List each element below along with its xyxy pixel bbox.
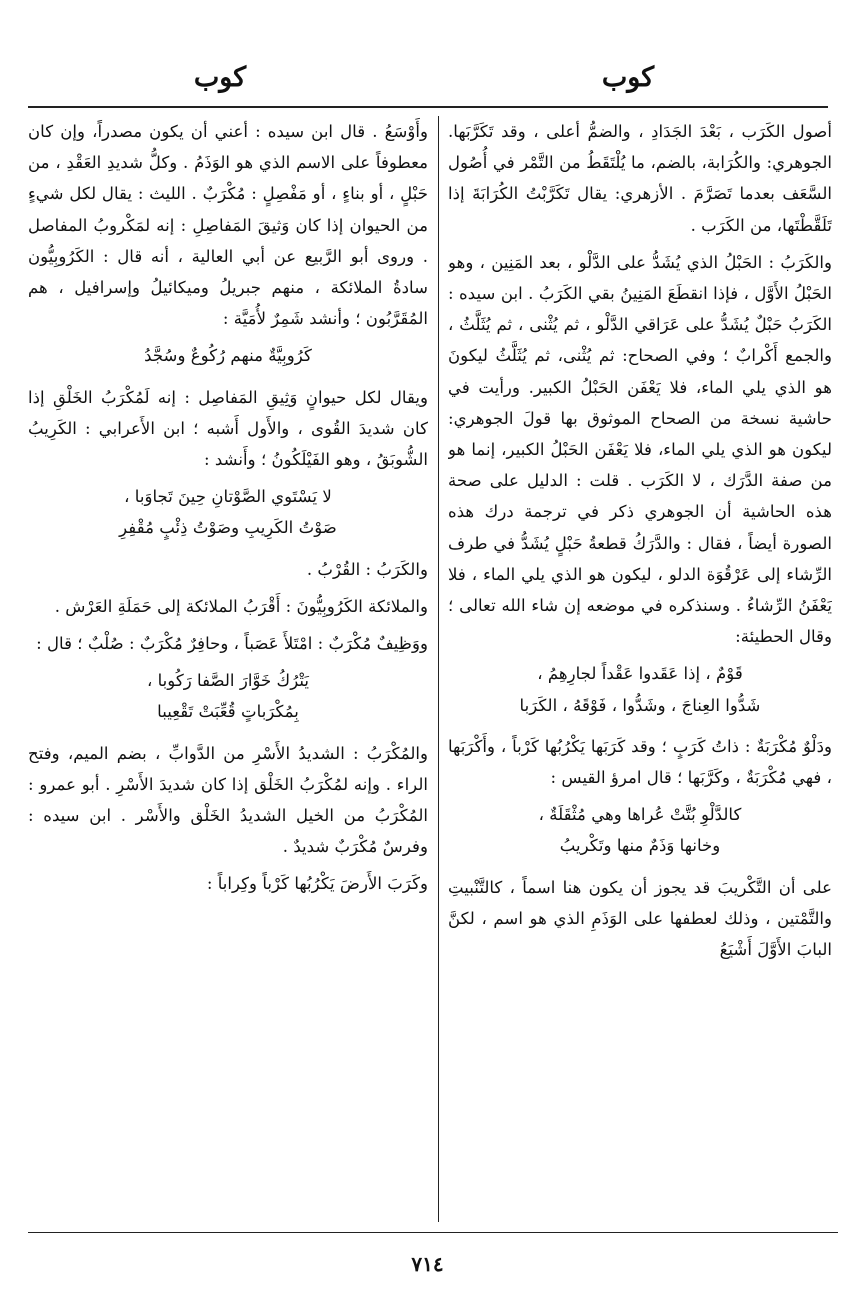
right-paragraph-3: ودَلْوٌ مُكْرَبَةٌ : ذاتُ كَرَبٍ ؛ وقد كَرَبَها يَكْرُبُها كَرْباً ، وأَكْرَبَها ، فهي مُكْرَبَةٌ ، وكَرَّبَها ؛ قال امرؤ القيس :: [448, 736, 832, 788]
page-header: [0, 58, 855, 98]
left-paragraph-6: والمُكْرَبُ : الشديدُ الأَسْرِ من الدَّوابِّ ، بضم الميم، وفتح الراء . وإنه لمُكْرَبُ الخَلْق إذا كان شديدَ الأَسْرِ . أبو عمرو : المُكْرَبُ من الخيل الشديدُ الخَلْق والأَسْر . ابن سيده : وفرسٌ مُكْرَبٌ شديدٌ .: [28, 743, 428, 857]
right-verse-2: [448, 799, 832, 861]
verse-line: لا يَسْتَوي الصَّوْتانِ حِينَ تَجاوَبا ،: [124, 487, 332, 507]
verse-line: وخانها وَذَمٌ منها وتَكْريبُ: [559, 836, 721, 856]
verse-line: قَوْمٌ ، إذا عَقَدوا عَقْداً لجارِهِمُ ،: [537, 664, 743, 684]
left-paragraph-4: والملائكة الكَرُوبِيُّونَ : أَقْرَبُ الملائكة إلى حَمَلَةِ العَرْش .: [54, 596, 428, 616]
left-verse-3: [28, 665, 428, 727]
right-paragraph-2: والكَرَبُ : الحَبْلُ الذي يُشَدُّ على الدَّلْو ، بعد المَنِين ، وهو الحَبْلُ الأَوَّل ، فإذا انقطَعَ المَنِينُ بقي الكَرَبُ . ابن سيده : الكَرَبُ حَبْلٌ يُشَدُّ على عَرَاقي الدَّلْو ، ثم يُثْنى ، ثم يُثَلَّثُ ، والجمع أَكْرابٌ ؛ وفي الصحاح: ثم يُثْنى، ثم يُثَلَّثُ ليكونَ هو الذي يلي الماء، فلا يَعْفَن الحَبْلُ الكبير. ورأيت في حاشية نسخة من الصحاح الموثوق بها قولَ الجوهري: ليكون هو الذي يلي الماء، فلا يَعْفَن الحَبْلُ الكبير، إنما هو من صفة الدَّرَك ، لا الكَرَب . قلت : الدليل على صحة هذه الحاشية أن الجوهري ذكر في ترجمة درك هذه الصورة أيضاً ، فقال : والدَّرَكُ قطعةُ حَبْلٍ يُشَدُّ في طرف الرِّشاء إلى عَرْقُوَة الدلو ، ليكون هو الذي يلي الماء ، فلا يَعْفَنُ الرِّشاءُ . وسنذكره في موضعه إن شاء الله تعالى ؛ وقال الحطيئة:: [448, 252, 832, 647]
left-paragraph-1: وأَوْسَعُ . قال ابن سيده : أعني أن يكون مصدراً، وإن كان معطوفاً على الاسم الذي هو الوَذَمُ . وكلُّ شديدِ العَقْدِ ، من حَبْلٍ ، أو بناءٍ ، أو مَفْصِلٍ : مُكْرَبٌ . الليث : يقال لكل شيءٍ من الحيوان إذا كان وَثيقَ المَفاصِلِ : إنه لمَكْروبُ المفاصل . وروى أبو الرَّبيع عن أبي العالية ، أنه قال : الكَرُوبِيُّون سادةُ الملائكة ، منهم جبريلُ وميكائيلُ وإسرافيل ، هم المُقَرَّبُون ؛ وأنشد شَمِرٌ لأُمَيَّة :: [28, 122, 428, 329]
bottom-rule: [28, 1232, 838, 1233]
left-running-headword: كوب: [193, 62, 247, 93]
left-paragraph-2: ويقال لكل حيوانٍ وَثِيقِ المَفاصِل : إنه لَمُكْرَبُ الخَلْقِ إذا كان شديدَ القُوى ، والأَول أَشبه ؛ ابن الأَعرابي : الكَرِيبُ الشُّوبَقُ ، وهو الفَيْلَكُونُ ؛ وأَنشد :: [28, 387, 428, 470]
top-rule: [28, 106, 828, 108]
verse-line: بِمُكْرَباتٍ قُعِّبَتْ تَقْعِيبا: [157, 702, 299, 722]
left-paragraph-7: وكَرَبَ الأَرضَ يَكْرُبُها كَرْباً وكِراباً :: [206, 874, 428, 894]
verse-line: يَتْرُكُ خَوَّارَ الصَّفا رَكُوبا ،: [146, 671, 310, 691]
column-divider: [438, 116, 439, 1222]
left-verse-1: [28, 340, 428, 371]
left-paragraph-5: ووَظِيفٌ مُكْرَبٌ : امْتَلأَ عَصَباً ، وحافِرٌ مُكْرَبٌ : صُلْبٌ ؛ قال :: [36, 634, 428, 654]
verse-line: كالدَّلْوِ بُتَّتْ عُراها وهي مُثْقَلَةٌ ،: [538, 805, 742, 825]
right-paragraph-1: أصول الكَرَب ، بَعْدَ الجَدَادِ ، والضمُّ أعلى ، وقد تَكَرَّبَها. الجوهري: والكُرَابة، بالضم، ما يُلْتَقَطُ من التَّمْر في أُصُول السَّعَف بعدما تَصَرَّمَ . الأزهري: يقال تَكَرَّبْتُ الكُرَابَةَ إذا تَلَقَّطْتَها، من الكَرَب .: [448, 122, 832, 235]
verse-line: كَرُوبِيَّةٌ منهم رُكُوعٌ وسُجَّدُ: [144, 346, 312, 366]
left-paragraph-3: والكَرَبُ : القُرْبُ .: [306, 559, 428, 579]
left-verse-2: [28, 481, 428, 543]
right-column: [448, 116, 832, 1224]
verse-line: شَدُّوا العِناجَ ، وشَدُّوا ، فَوْقَهُ ، الكَرَبا: [519, 695, 761, 715]
right-running-headword: كوب: [601, 62, 655, 93]
right-verse-1: [448, 658, 832, 720]
left-column: [28, 116, 428, 1224]
page-number: ٧١٤: [411, 1252, 444, 1276]
right-paragraph-4: على أن التَّكْريبَ قد يجوز أن يكون هنا اسماً ، كالتَّنْبيتِ والتَّمْتين ، وذلك لعطفها على الوَذَمِ الذي هو اسم ، لكنَّ البابَ الأَوَّلَ أَشْيَعُ: [448, 877, 832, 960]
verse-line: صَوْتُ الكَرِيبِ وصَوْتُ ذِئْبٍ مُقْفِرِ: [119, 518, 337, 538]
